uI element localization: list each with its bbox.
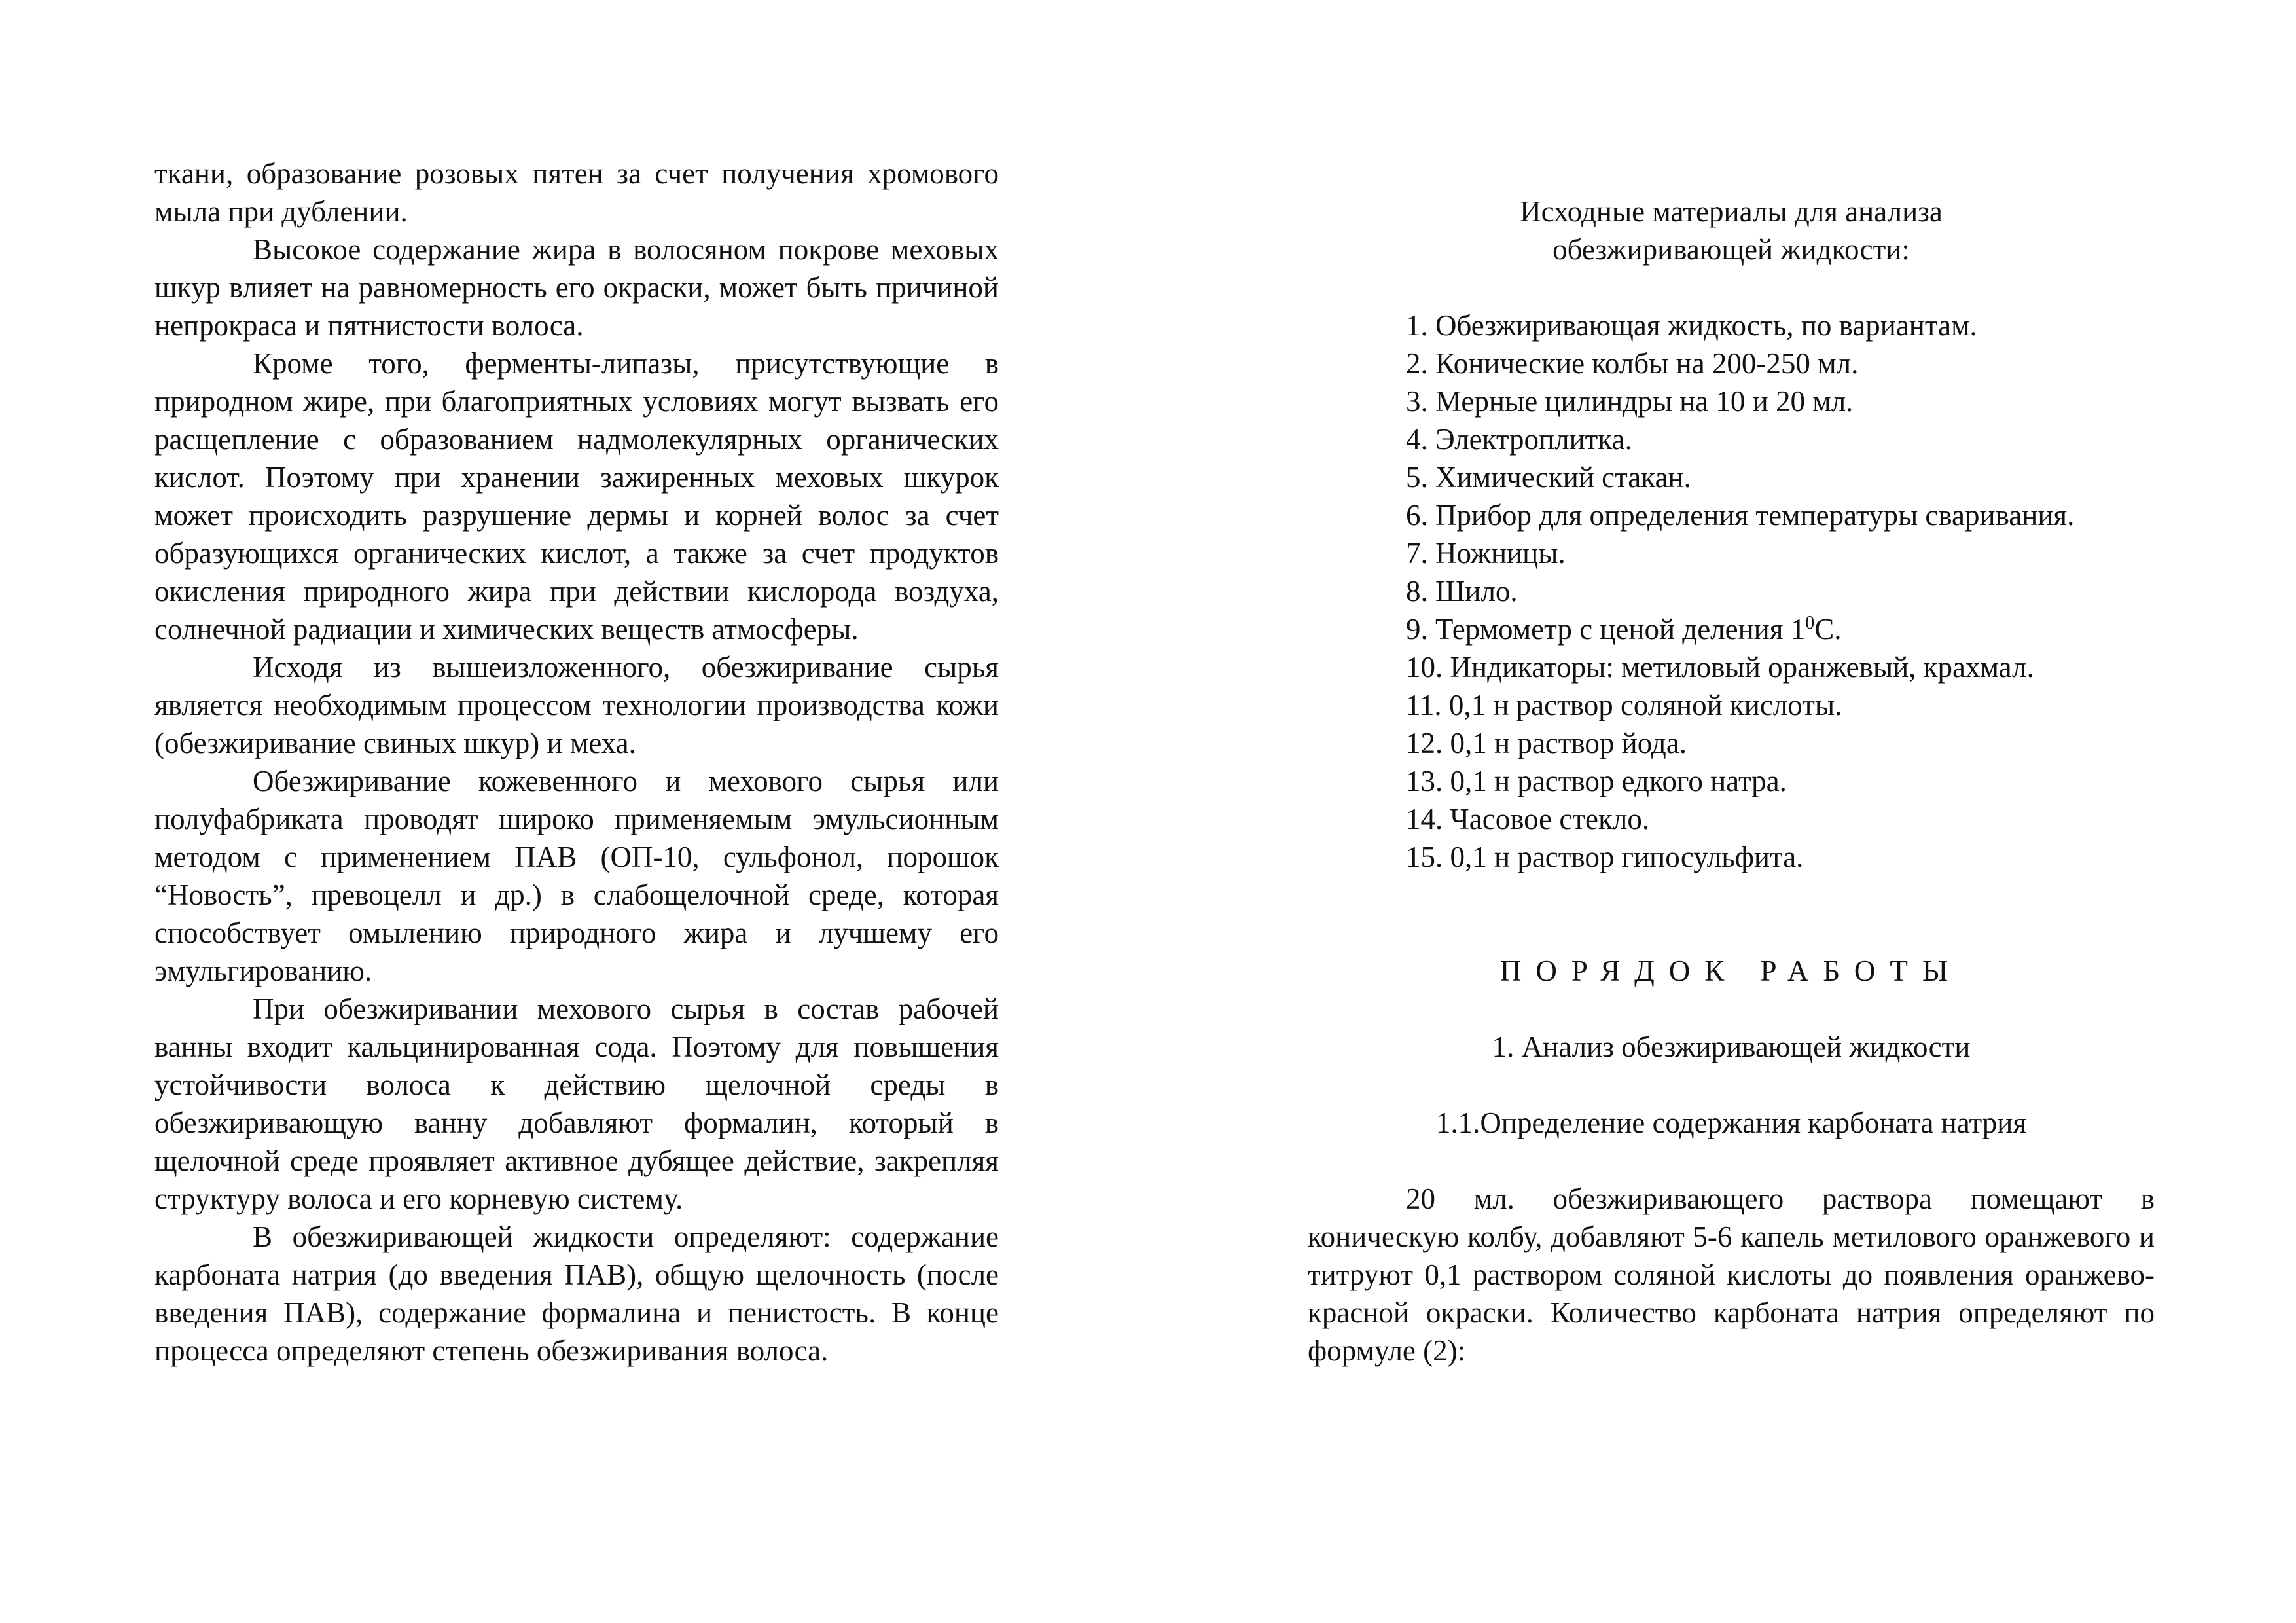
materials-list-item: 14. Часовое стекло. <box>1406 803 1650 835</box>
left-paragraph-5: Обезжиривание кожевенного и мехового сырья или полуфабриката проводят широко применяемым эмульсионным методом с применением ПАВ (ОП-10, сульфонол, порошок “Новость”, превоцелл и др.) в слабощелочной среде, которая способствует омылению природного жира и лучшему его эмульгированию. <box>154 765 999 987</box>
procedure-paragraph: 20 мл. обезжиривающего раствора помещают в коническую колбу, добавляют 5-6 капель метилового оранжевого и титруют 0,1 раствором соляной кислоты до появления оранжево-красной окраски. Количество карбоната натрия определяют по формуле (2): <box>1308 1182 2155 1367</box>
materials-list-item: 4. Электроплитка. <box>1406 423 1632 456</box>
materials-list-item: 2. Конические колбы на 200-250 мл. <box>1406 347 1859 380</box>
section-title: ПОРЯДОК РАБОТЫ <box>1499 955 1963 987</box>
thermometer-unit: С. <box>1814 613 1842 646</box>
thermometer-text: 9. Термометр с ценой деления 1 <box>1406 613 1806 646</box>
materials-heading-line-1: Исходные материалы для анализа <box>1520 195 1943 228</box>
materials-list-item: 7. Ножницы. <box>1406 537 1566 570</box>
left-paragraph-6: При обезжиривании мехового сырья в состав рабочей ванны входит кальцинированная сода. Поэтому для повышения устойчивости волоса к действию щелочной среды в обезжиривающую ванну добавляют формалин, который в щелочной среде проявляет активное дубящее действие, закрепляя структуру волоса и его корневую систему. <box>154 993 999 1215</box>
materials-list-item: 11. 0,1 н раствор соляной кислоты. <box>1406 689 1842 721</box>
materials-list-item: 12. 0,1 н раствор йода. <box>1406 727 1687 759</box>
left-paragraph-7: В обезжиривающей жидкости определяют: содержание карбоната натрия (до введения ПАВ), общую щелочность (после введения ПАВ), содержание формалина и пенистость. В конце процесса определяют степень обезжиривания волоса. <box>154 1220 999 1367</box>
materials-list-item: 3. Мерные цилиндры на 10 и 20 мл. <box>1406 385 1854 418</box>
left-paragraph-4: Исходя из вышеизложенного, обезжиривание сырья является необходимым процессом технологии производства кожи (обезжиривание свиных шкур) и меха. <box>154 651 999 759</box>
materials-list-item: 10. Индикаторы: метиловый оранжевый, крахмал. <box>1406 651 2034 684</box>
materials-list-item: 1. Обезжиривающая жидкость, по вариантам. <box>1406 309 1977 342</box>
materials-list <box>1308 306 2155 876</box>
right-column <box>1308 192 2155 1370</box>
thermometer-degree-superscript: 0 <box>1805 613 1815 633</box>
left-paragraph-1: ткани, образование розовых пятен за счет получения хромового мыла при дублении. <box>154 157 999 228</box>
materials-list-item: 15. 0,1 н раствор гипосульфита. <box>1406 841 1804 873</box>
materials-list-item: 6. Прибор для определения температуры сваривания. <box>1406 499 2075 532</box>
materials-list-item: 8. Шило. <box>1406 575 1518 608</box>
subsection-title: 1. Анализ обезжиривающей жидкости <box>1492 1030 1971 1063</box>
materials-list-item: 13. 0,1 н раствор едкого натра. <box>1406 765 1787 797</box>
left-paragraph-2: Высокое содержание жира в волосяном покрове меховых шкур влияет на равномерность его окраски, может быть причиной непрокраса и пятнистости волоса. <box>154 233 999 342</box>
left-paragraph-3: Кроме того, ферменты-липазы, присутствующие в природном жире, при благоприятных условиях могут вызвать его расщепление с образованием надмолекулярных органических кислот. Поэтому при хранении зажиренных меховых шкурок может происходить разрушение дермы и корней волос за счет образующихся органических кислот, а также за счет продуктов окисления природного жира при действии кислорода воздуха, солнечной радиации и химических веществ атмосферы. <box>154 347 999 646</box>
left-column <box>154 155 999 1370</box>
materials-list-item-thermometer <box>1308 610 2155 648</box>
materials-heading-line-2: обезжиривающей жидкости: <box>1552 233 1910 266</box>
materials-list-item: 5. Химический стакан. <box>1406 461 1691 494</box>
subsubsection-title: 1.1.Определение содержания карбоната натрия <box>1435 1106 2027 1139</box>
materials-heading <box>1308 192 2155 268</box>
